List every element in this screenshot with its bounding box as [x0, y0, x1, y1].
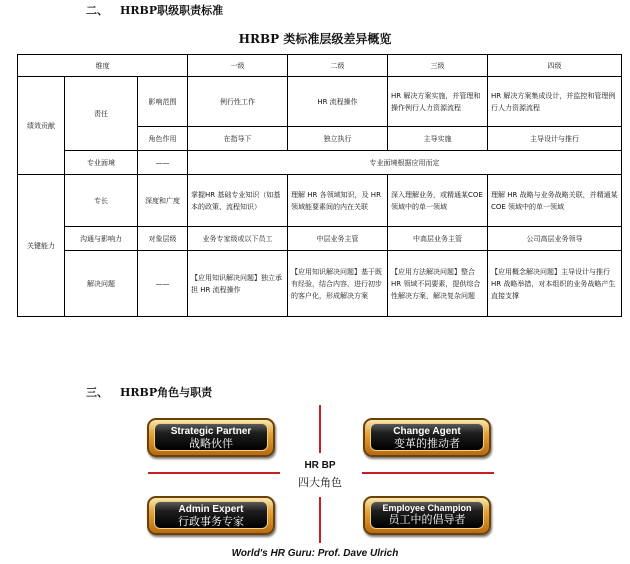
hrbp-roles-diagram	[140, 405, 500, 543]
table-header-row	[18, 55, 622, 77]
cell-influence-l3: HR 解决方案实施，并管理和操作例行人力资源流程	[388, 77, 488, 127]
role-admin-cn: 行政事务专家	[178, 515, 244, 528]
center-label-cn: 四大角色	[298, 476, 342, 489]
role-strategic-partner	[147, 418, 275, 457]
label-problem-solving: 解决问题	[65, 251, 138, 317]
section-2-number: 二、	[86, 4, 108, 17]
section-3-title: HRBP角色与职责	[120, 386, 213, 399]
cell-expertise-l1: 掌握HR 基础专业知识（如基本的政策、流程知识）	[188, 175, 288, 227]
cell-influence-l1: 例行性工作	[188, 77, 288, 127]
role-admin-expert	[147, 496, 275, 535]
role-strategic-en: Strategic Partner	[170, 426, 252, 437]
role-employee-champion	[363, 496, 491, 535]
cell-expertise-l2: 理解 HR 各领域知识，及 HR 领域能要素间的内在关联	[288, 175, 388, 227]
cell-communication-l1: 业务专家级或以下员工	[188, 227, 288, 251]
category-key-ability: 关键能力	[18, 175, 65, 317]
dash-professional: ——	[138, 151, 188, 175]
role-employee-en: Employee Champion	[382, 503, 472, 513]
dash-problem: ——	[138, 251, 188, 317]
label-communication: 沟通与影响力	[65, 227, 138, 251]
label-professional-knowledge: 专业面境	[65, 151, 138, 175]
label-role-function: 角色作用	[138, 127, 188, 151]
role-change-cn: 变革的推动者	[394, 437, 460, 450]
label-depth-breadth: 深度和广度	[138, 175, 188, 227]
table-row	[18, 251, 622, 317]
header-dimension: 维度	[18, 55, 188, 77]
cell-influence-l2: HR 流程操作	[288, 77, 388, 127]
table-row	[18, 151, 622, 175]
cell-problem-l1: 【应用知识解决问题】独立承担 HR 流程操作	[188, 251, 288, 317]
section-3-heading	[86, 384, 212, 400]
cell-problem-l4: 【应用概念解决问题】主导设计与推行 HR 战略举措，对本组织的业务战略产生直接支撑	[488, 251, 622, 317]
label-expertise: 专长	[65, 175, 138, 227]
header-level-1: 一级	[188, 55, 288, 77]
label-responsibility: 责任	[65, 77, 138, 151]
credit-line: World's HR Guru: Prof. Dave Ulrich	[231, 548, 399, 559]
role-change-en: Change Agent	[393, 426, 461, 437]
cell-role-l3: 主导实施	[388, 127, 488, 151]
cell-role-l1: 在指导下	[188, 127, 288, 151]
label-influence-scope: 影响范围	[138, 77, 188, 127]
header-level-4: 四级	[488, 55, 622, 77]
level-comparison-table	[17, 54, 622, 317]
cell-role-l4: 主导设计与推行	[488, 127, 622, 151]
center-label-en: HR BP	[304, 460, 336, 471]
cell-role-l2: 独立执行	[288, 127, 388, 151]
table-row	[18, 77, 622, 127]
cell-communication-l4: 公司高层业务领导	[488, 227, 622, 251]
divider-bottom	[319, 497, 321, 543]
table-row	[18, 227, 622, 251]
label-target-level: 对象层级	[138, 227, 188, 251]
header-level-3: 三级	[388, 55, 488, 77]
table-title: HRBP 类标准层级差异概览	[238, 32, 392, 46]
cell-problem-l2: 【应用知识解决问题】基于既有经验，结合内容，进行初步的客户化，形成解决方案	[288, 251, 388, 317]
cell-professional-note: 专业面境根据应用而定	[188, 151, 622, 175]
divider-top	[319, 405, 321, 453]
cell-influence-l4: HR 解决方案集成设计，并监控和管理例行人力资源流程	[488, 77, 622, 127]
cell-communication-l2: 中层业务主管	[288, 227, 388, 251]
cell-expertise-l4: 理解 HR 战略与业务战略关联，并精通某 COE 领域中的单一领域	[488, 175, 622, 227]
section-2-title: HRBP职级职责标准	[120, 4, 224, 17]
role-employee-cn: 员工中的倡导者	[388, 513, 466, 526]
table-row	[18, 175, 622, 227]
role-change-agent	[363, 418, 491, 457]
section-2-heading	[86, 2, 223, 18]
cell-expertise-l3: 深入理解业务，或精通某COE 领域中的单一领域	[388, 175, 488, 227]
cell-problem-l3: 【应用方法解决问题】整合HR 领域不同要素，提供综合性解决方案，解决复杂问题	[388, 251, 488, 317]
category-performance: 绩效贡献	[18, 77, 65, 175]
header-level-2: 二级	[288, 55, 388, 77]
role-admin-en: Admin Expert	[178, 504, 244, 515]
cell-communication-l3: 中高层业务主管	[388, 227, 488, 251]
role-strategic-cn: 战略伙伴	[189, 437, 233, 450]
section-3-number: 三、	[86, 386, 108, 399]
